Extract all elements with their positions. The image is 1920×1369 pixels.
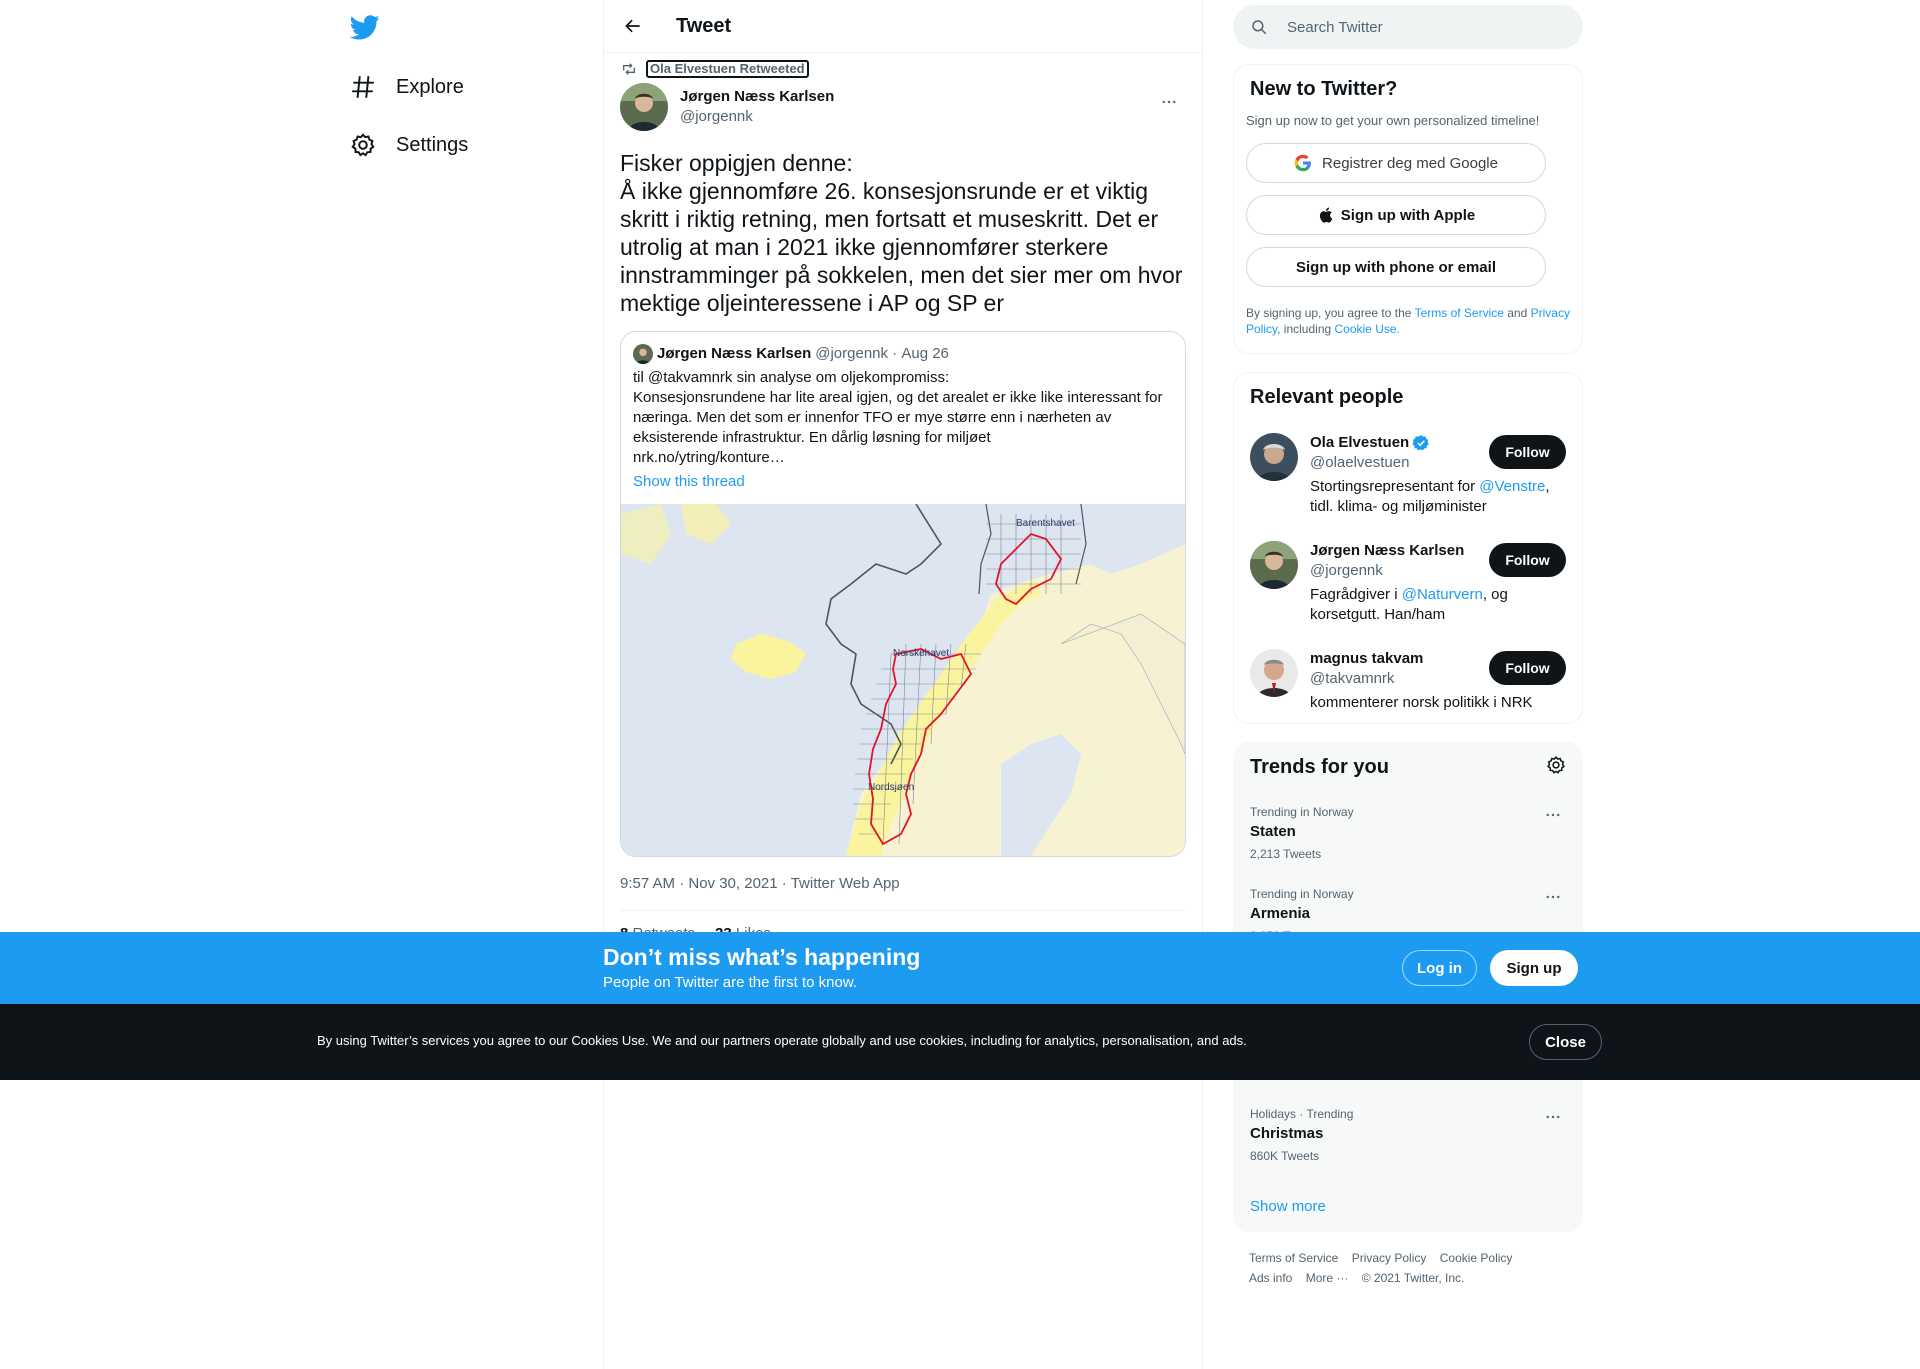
person-bio xyxy=(1310,477,1570,517)
signup-banner-subtitle: People on Twitter are the first to know. xyxy=(603,974,858,991)
cookie-use-link[interactable]: Cookie Use. xyxy=(1334,322,1400,336)
follow-button[interactable]: Follow xyxy=(1489,543,1566,577)
signup-banner-title: Don’t miss what’s happening xyxy=(603,944,921,970)
person-bio-text: , og korsetgutt. Han/ham xyxy=(1310,586,1508,623)
person-item[interactable] xyxy=(1234,637,1582,745)
trend-name: Staten xyxy=(1250,823,1296,840)
quote-date: Aug 26 xyxy=(901,345,949,362)
cookie-banner-text: By using Twitter’s services you agree to our Cookies Use. We and our partners operate globally and use cookies, including for analytics, personalisation, and ads. xyxy=(317,1033,1247,1048)
more-horizontal-icon xyxy=(1544,806,1562,824)
apple-icon xyxy=(1317,206,1335,224)
retweeted-by-link[interactable]: Ola Elvestuen Retweeted xyxy=(646,60,809,78)
person-bio-text: kommenterer norsk politikk i NRK xyxy=(1310,694,1533,711)
nav-settings-label: Settings xyxy=(396,133,469,156)
trends-show-more-link[interactable]: Show more xyxy=(1250,1198,1326,1215)
tweet-detail xyxy=(604,59,1202,942)
show-thread-link[interactable]: Show this thread xyxy=(633,473,745,490)
relevant-people-title: Relevant people xyxy=(1250,386,1404,408)
page-title: Tweet xyxy=(676,14,732,37)
gear-icon xyxy=(1546,755,1566,775)
tweet-more-button[interactable] xyxy=(1152,85,1186,119)
search-bar[interactable] xyxy=(1233,5,1583,49)
terms-prefix: By signing up, you agree to the xyxy=(1246,306,1415,320)
terms-and: and xyxy=(1503,306,1531,320)
page-header xyxy=(604,0,1202,53)
person-name[interactable]: Ola Elvestuen xyxy=(1310,434,1410,451)
google-icon xyxy=(1294,154,1312,172)
main-column xyxy=(603,0,1203,1369)
person-name[interactable]: magnus takvam xyxy=(1310,650,1424,667)
retweet-context xyxy=(620,59,1186,79)
sidebar-footer xyxy=(1233,1248,1583,1288)
map-label-north-sea: Nordsjøen xyxy=(868,782,915,793)
person-item[interactable] xyxy=(1234,421,1582,529)
person-item[interactable] xyxy=(1234,529,1582,637)
terms-including: , including xyxy=(1277,322,1335,336)
person-bio-link[interactable]: @Venstre xyxy=(1479,478,1546,495)
trend-count: 2,213 Tweets xyxy=(1250,847,1322,861)
person-avatar[interactable] xyxy=(1250,649,1298,697)
twitter-logo-icon[interactable] xyxy=(350,12,380,42)
person-bio-text: , tidl. klima- og miljøminister xyxy=(1310,478,1550,515)
phone-signup-button[interactable] xyxy=(1246,247,1546,287)
person-bio-text: Stortingsrepresentant for xyxy=(1310,478,1480,495)
person-avatar[interactable] xyxy=(1250,541,1298,589)
person-name[interactable]: Jørgen Næss Karlsen xyxy=(1310,542,1465,559)
person-handle[interactable]: @jorgennk xyxy=(1310,562,1383,579)
quote-separator: · xyxy=(888,345,902,362)
tweet-meta-separator: · xyxy=(781,875,791,892)
cookie-banner xyxy=(0,1004,1920,1080)
quote-author-name: Jørgen Næss Karlsen xyxy=(657,345,812,362)
map-label-barents: Barentshavet xyxy=(1016,518,1075,529)
nav-settings[interactable] xyxy=(350,125,468,165)
follow-button[interactable]: Follow xyxy=(1489,651,1566,685)
phone-signup-label: Sign up with phone or email xyxy=(1295,258,1496,276)
author-name[interactable]: Jørgen Næss Karlsen xyxy=(680,88,835,105)
trend-more-button[interactable] xyxy=(1540,884,1566,910)
privacy-policy-link[interactable]: Privacy Policy xyxy=(1246,306,1570,336)
signup-banner xyxy=(0,932,1920,1004)
cookie-close-button[interactable]: Close xyxy=(1529,1024,1602,1060)
footer-ads-link[interactable]: Ads info xyxy=(1249,1271,1293,1285)
quote-text: til @takvamnrk sin analyse om oljekompromiss: Konsesjonsrundene har lite areal igjen, og det arealet er ikke like interessant for næringa. Men det som er innenfor TFO er mye større enn i nærheten av eksisterende infrastruktur. En dårlig løsning for miljøet nrk.no/ytring/konture… xyxy=(633,369,1163,466)
author-handle[interactable]: @jorgennk xyxy=(680,108,753,125)
signup-terms xyxy=(1234,305,1582,337)
trend-item[interactable] xyxy=(1234,1094,1582,1176)
login-button[interactable]: Log in xyxy=(1402,950,1477,986)
terms-of-service-link[interactable]: Terms of Service xyxy=(1414,306,1504,320)
new-to-twitter-title: New to Twitter? xyxy=(1250,78,1398,100)
trend-name: Armenia xyxy=(1250,905,1311,922)
footer-privacy-link[interactable]: Privacy Policy xyxy=(1351,1251,1427,1265)
trend-context: Trending in Norway xyxy=(1250,887,1354,901)
gear-icon xyxy=(350,132,376,158)
search-icon xyxy=(1249,17,1269,37)
person-bio-text: Fagrådgiver i xyxy=(1310,586,1402,603)
tweet-timestamp xyxy=(620,874,1186,911)
footer-terms-link[interactable]: Terms of Service xyxy=(1249,1251,1339,1265)
new-to-twitter-subtitle: Sign up now to get your own personalized timeline! xyxy=(1246,113,1540,128)
search-input[interactable] xyxy=(1287,19,1557,36)
more-horizontal-icon xyxy=(1544,888,1562,906)
more-horizontal-icon xyxy=(1544,1108,1562,1126)
trend-context: Trending in Norway xyxy=(1250,805,1354,819)
trend-count: 860K Tweets xyxy=(1250,1149,1320,1163)
trend-more-button[interactable] xyxy=(1540,1104,1566,1130)
tweet-source: Twitter Web App xyxy=(790,875,900,892)
relevant-people-card xyxy=(1233,372,1583,724)
trends-settings-button[interactable] xyxy=(1546,755,1566,780)
footer-copyright: © 2021 Twitter, Inc. xyxy=(1361,1271,1465,1285)
quote-author-avatar xyxy=(633,344,653,364)
footer-cookie-link[interactable]: Cookie Policy xyxy=(1439,1251,1513,1265)
person-bio-link[interactable]: @Naturvern xyxy=(1401,586,1483,603)
trend-name: Christmas xyxy=(1250,1125,1324,1142)
quoted-tweet[interactable] xyxy=(620,331,1186,857)
tweet-author xyxy=(620,83,1186,133)
apple-signup-label: Sign up with Apple xyxy=(1340,206,1476,224)
google-signup-label: Registrer deg med Google xyxy=(1322,154,1498,172)
quote-author-handle: @jorgennk xyxy=(815,345,889,362)
trend-item[interactable] xyxy=(1234,792,1582,874)
person-avatar[interactable] xyxy=(1250,433,1298,481)
tweet-text: Fisker oppigjen denne: Å ikke gjennomføre 26. konsesjonsrunde er et viktig skritt i riktig retning, men fortsatt et museskritt. Det er utrolig at man i 2021 ikke gjennomfører sterkere innstramminger på sokkelen, men det sier mer om hvor mektige oljeinteressene i AP og SP er xyxy=(620,150,1183,316)
back-button[interactable] xyxy=(616,9,650,43)
trends-title: Trends for you xyxy=(1250,756,1389,778)
author-avatar[interactable] xyxy=(620,83,668,131)
person-bio xyxy=(1310,585,1570,625)
person-handle[interactable]: @olaelvestuen xyxy=(1310,454,1410,471)
follow-button[interactable]: Follow xyxy=(1489,435,1566,469)
arrow-left-icon xyxy=(623,16,643,36)
hashtag-icon xyxy=(350,74,376,100)
quote-map-image xyxy=(621,504,1185,856)
google-signup-button[interactable] xyxy=(1246,143,1546,183)
signup-button[interactable]: Sign up xyxy=(1490,950,1578,986)
retweet-icon xyxy=(620,60,638,78)
more-horizontal-icon xyxy=(1160,93,1178,111)
person-bio xyxy=(1310,693,1570,713)
new-to-twitter-card xyxy=(1233,64,1583,354)
footer-more-button[interactable]: More ··· xyxy=(1305,1271,1349,1285)
trend-more-button[interactable] xyxy=(1540,802,1566,828)
apple-signup-button[interactable] xyxy=(1246,195,1546,235)
person-handle[interactable]: @takvamnrk xyxy=(1310,670,1395,687)
tweet-time-link[interactable]: 9:57 AM · Nov 30, 2021 xyxy=(620,875,778,892)
trend-context: Holidays · Trending xyxy=(1250,1107,1354,1121)
nav-explore-label: Explore xyxy=(396,75,464,98)
verified-badge-icon xyxy=(1412,434,1430,452)
map-label-norwegian-sea: Norskehavet xyxy=(893,648,950,659)
nav-explore[interactable] xyxy=(350,67,464,107)
